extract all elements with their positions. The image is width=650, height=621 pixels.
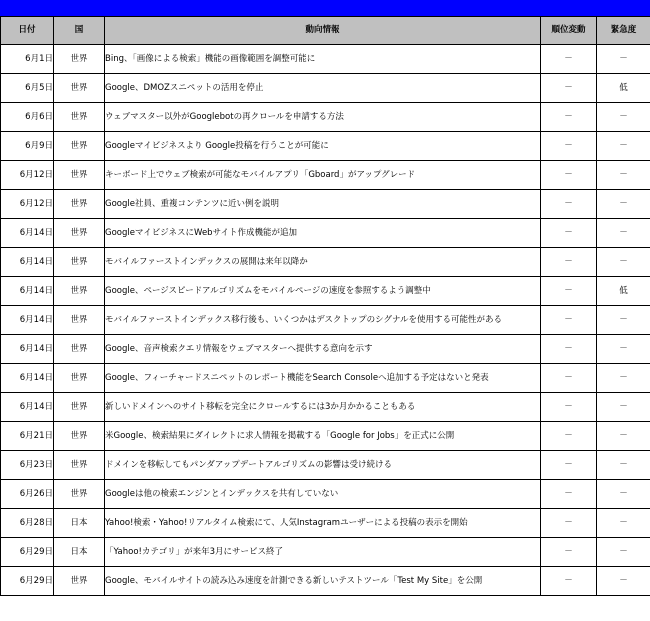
cell-urgency: －	[597, 132, 650, 161]
cell-rank-change: －	[541, 451, 597, 480]
table-row	[1, 190, 650, 219]
cell-rank-change: －	[541, 74, 597, 103]
cell-info: Googleマイビジネスより Google投稿を行うことが可能に	[105, 132, 541, 161]
cell-urgency: －	[597, 480, 650, 509]
cell-date: 6月29日	[1, 538, 54, 567]
cell-country: 世界	[54, 132, 105, 161]
cell-urgency: －	[597, 306, 650, 335]
cell-date: 6月14日	[1, 219, 54, 248]
cell-info: 「Yahoo!カテゴリ」が来年3月にサービス終了	[105, 538, 541, 567]
cell-rank-change: －	[541, 393, 597, 422]
cell-urgency: －	[597, 219, 650, 248]
cell-info: モバイルファーストインデックス移行後も、いくつかはデスクトップのシグナルを使用する可能性がある	[105, 306, 541, 335]
cell-rank-change: －	[541, 422, 597, 451]
cell-country: 世界	[54, 103, 105, 132]
cell-rank-change: －	[541, 306, 597, 335]
header-rank-change: 順位変動	[541, 17, 597, 45]
cell-date: 6月14日	[1, 306, 54, 335]
cell-country: 世界	[54, 393, 105, 422]
cell-date: 6月29日	[1, 567, 54, 596]
seo-news-table	[0, 16, 650, 596]
cell-info: Google、モバイルサイトの読み込み速度を計測できる新しいテストツール「Test My Site」を公開	[105, 567, 541, 596]
cell-date: 6月23日	[1, 451, 54, 480]
cell-date: 6月9日	[1, 132, 54, 161]
cell-info: Googleは他の検索エンジンとインデックスを共有していない	[105, 480, 541, 509]
cell-info: ドメインを移転してもパンダアップデートアルゴリズムの影響は受け続ける	[105, 451, 541, 480]
cell-urgency: －	[597, 422, 650, 451]
cell-urgency: －	[597, 335, 650, 364]
cell-urgency: －	[597, 161, 650, 190]
table-row	[1, 248, 650, 277]
top-color-bar	[0, 0, 650, 16]
cell-info: Google、DMOZスニペットの活用を停止	[105, 74, 541, 103]
cell-info: Yahoo!検索・Yahoo!リアルタイム検索にて、人気Instagramユーザーによる投稿の表示を開始	[105, 509, 541, 538]
cell-date: 6月14日	[1, 277, 54, 306]
cell-country: 世界	[54, 161, 105, 190]
cell-urgency: －	[597, 248, 650, 277]
cell-urgency: －	[597, 190, 650, 219]
cell-date: 6月1日	[1, 45, 54, 74]
cell-urgency: 低	[597, 74, 650, 103]
cell-rank-change: －	[541, 335, 597, 364]
cell-urgency: －	[597, 509, 650, 538]
cell-rank-change: －	[541, 364, 597, 393]
cell-info: 新しいドメインへのサイト移転を完全にクロールするには3か月かかることもある	[105, 393, 541, 422]
cell-urgency: －	[597, 451, 650, 480]
cell-date: 6月14日	[1, 393, 54, 422]
cell-country: 世界	[54, 248, 105, 277]
cell-date: 6月26日	[1, 480, 54, 509]
cell-info: Google、フィーチャードスニペットのレポート機能をSearch Consoleへ追加する予定はないと発表	[105, 364, 541, 393]
table-row	[1, 45, 650, 74]
cell-urgency: －	[597, 567, 650, 596]
table-body	[1, 45, 650, 596]
table-row	[1, 393, 650, 422]
cell-date: 6月12日	[1, 190, 54, 219]
cell-rank-change: －	[541, 103, 597, 132]
cell-date: 6月21日	[1, 422, 54, 451]
cell-country: 世界	[54, 45, 105, 74]
table-row	[1, 451, 650, 480]
cell-urgency: －	[597, 364, 650, 393]
cell-urgency: －	[597, 103, 650, 132]
cell-date: 6月14日	[1, 335, 54, 364]
header-country: 国	[54, 17, 105, 45]
cell-rank-change: －	[541, 277, 597, 306]
header-urgency: 緊急度	[597, 17, 650, 45]
cell-rank-change: －	[541, 538, 597, 567]
cell-country: 日本	[54, 509, 105, 538]
cell-country: 世界	[54, 422, 105, 451]
table-row	[1, 74, 650, 103]
cell-urgency: －	[597, 45, 650, 74]
table-row	[1, 567, 650, 596]
cell-country: 世界	[54, 480, 105, 509]
table-header-row	[1, 17, 650, 45]
cell-date: 6月6日	[1, 103, 54, 132]
cell-country: 世界	[54, 335, 105, 364]
cell-country: 世界	[54, 451, 105, 480]
table-row	[1, 103, 650, 132]
table-row	[1, 277, 650, 306]
table-row	[1, 538, 650, 567]
table-row	[1, 422, 650, 451]
table-row	[1, 219, 650, 248]
cell-rank-change: －	[541, 509, 597, 538]
table-row	[1, 509, 650, 538]
cell-rank-change: －	[541, 45, 597, 74]
cell-country: 世界	[54, 277, 105, 306]
table-row	[1, 480, 650, 509]
cell-info: GoogleマイビジネスにWebサイト作成機能が追加	[105, 219, 541, 248]
cell-date: 6月28日	[1, 509, 54, 538]
cell-country: 世界	[54, 74, 105, 103]
cell-rank-change: －	[541, 161, 597, 190]
header-info: 動向情報	[105, 17, 541, 45]
cell-country: 世界	[54, 567, 105, 596]
table-row	[1, 364, 650, 393]
header-date: 日付	[1, 17, 54, 45]
cell-info: 米Google、検索結果にダイレクトに求人情報を掲載する「Google for Jobs」を正式に公開	[105, 422, 541, 451]
cell-rank-change: －	[541, 132, 597, 161]
cell-date: 6月14日	[1, 364, 54, 393]
cell-urgency: 低	[597, 277, 650, 306]
cell-rank-change: －	[541, 219, 597, 248]
cell-rank-change: －	[541, 190, 597, 219]
cell-rank-change: －	[541, 248, 597, 277]
table-row	[1, 335, 650, 364]
table-row	[1, 306, 650, 335]
cell-info: Bing、「画像による検索」機能の画像範囲を調整可能に	[105, 45, 541, 74]
cell-urgency: －	[597, 393, 650, 422]
cell-rank-change: －	[541, 480, 597, 509]
cell-info: Google社員、重複コンテンツに近い例を説明	[105, 190, 541, 219]
cell-country: 日本	[54, 538, 105, 567]
cell-country: 世界	[54, 219, 105, 248]
cell-country: 世界	[54, 190, 105, 219]
cell-date: 6月5日	[1, 74, 54, 103]
cell-country: 世界	[54, 364, 105, 393]
cell-info: モバイルファーストインデックスの展開は来年以降か	[105, 248, 541, 277]
cell-country: 世界	[54, 306, 105, 335]
cell-rank-change: －	[541, 567, 597, 596]
cell-info: ウェブマスター以外がGooglebotの再クロールを申請する方法	[105, 103, 541, 132]
cell-info: Google、ページスピードアルゴリズムをモバイルページの速度を参照するよう調整中	[105, 277, 541, 306]
cell-date: 6月14日	[1, 248, 54, 277]
cell-info: キーボード上でウェブ検索が可能なモバイルアプリ「Gboard」がアップグレード	[105, 161, 541, 190]
table-row	[1, 161, 650, 190]
cell-urgency: －	[597, 538, 650, 567]
cell-date: 6月12日	[1, 161, 54, 190]
table-row	[1, 132, 650, 161]
cell-info: Google、音声検索クエリ情報をウェブマスターへ提供する意向を示す	[105, 335, 541, 364]
